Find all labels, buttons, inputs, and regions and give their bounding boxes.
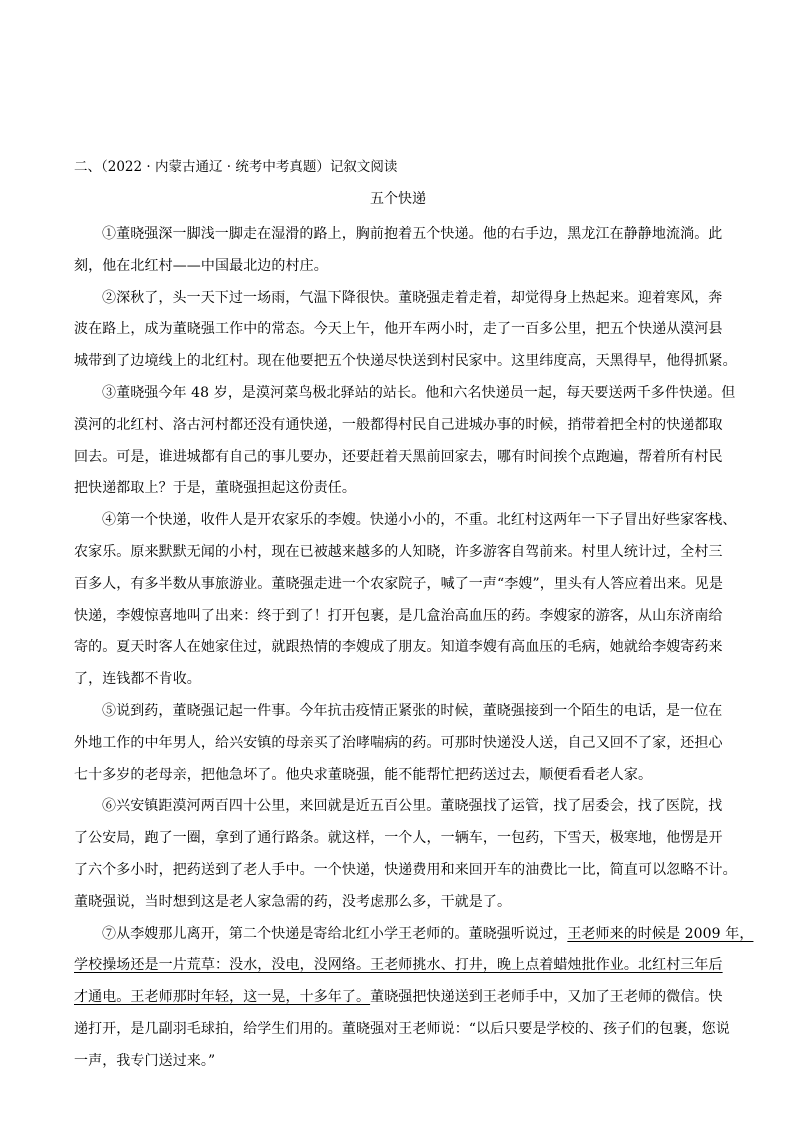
article-title: 五个快递	[370, 191, 426, 207]
paragraph-2	[74, 283, 737, 378]
paragraph-line: 了，连钱都不肯收。	[74, 671, 201, 688]
paragraph-7	[74, 919, 754, 1078]
paragraph-line: 了六个多小时，把药送到了老人手中。一个快递，快递费用和来回开车的油费比一比，简直可以忽略不计。	[74, 861, 737, 878]
paragraph-line: 漠河的北红村、洛古河村都还没有通快递，一般都得村民自己进城办事的时候，捎带着把全村的快递都取	[74, 416, 723, 433]
paragraph-line: ⑤说到药，董晓强记起一件事。今年抗击疫情正紧张的时候，董晓强接到一个陌生的电话，是一位在	[102, 702, 723, 719]
document-page	[74, 157, 754, 1078]
paragraph-line: 回去。可是，谁进城都有自己的事儿要办，还要赶着天黑前回家去，哪有时间挨个点跑遍，帮着所有村民	[74, 448, 723, 465]
paragraph-line: 董晓强说，当时想到这是老人家急需的药，没考虑那么多，干就是了。	[74, 893, 512, 910]
paragraph-line: 了公安局，跑了一圈，拿到了通行路条。就这样，一个人，一辆车，一包药，下雪天，极寒地，他愣是开	[74, 830, 723, 847]
paragraph-line: 波在路上，成为董晓强工作中的常态。今天上午，他开车两小时，走了一百多公里，把五个快递从漠河县	[74, 321, 723, 338]
paragraph-1	[74, 219, 722, 283]
paragraph-line: 快递，李嫂惊喜地叫了出来：终于到了！打开包裹，是几盒治高血压的药。李嫂家的游客，从山东济南给	[74, 607, 723, 624]
underlined-text: 学校操场还是一片荒草：没水，没电，没网络。王老师挑水、打井，晚上点着蜡烛批作业。北红村三年后	[74, 957, 723, 974]
paragraph-line: 城带到了边境线上的北红村。现在他要把五个快递尽快送到村民家中。这里纬度高，天黑得早，他得抓紧。	[74, 353, 737, 370]
paragraph-line: 把快递都取上？于是，董晓强担起这份责任。	[74, 480, 356, 497]
paragraph-line	[74, 950, 722, 982]
paragraph-4	[74, 505, 737, 696]
paragraph-5	[74, 696, 722, 791]
paragraph-line: ⑥兴安镇距漠河两百四十公里，来回就是近五百公里。董晓强找了运管，找了居委会，找了医院，找	[102, 798, 723, 815]
paragraph-line: ④第一个快递，收件人是开农家乐的李嫂。快递小小的，不重。北红村这两年一下子冒出好些家客栈、	[102, 512, 737, 529]
paragraph-line: 寄的。夏天时客人在她家住过，就跟热情的李嫂成了朋友。知道李嫂有高血压的毛病，她就给李嫂寄药来	[74, 639, 723, 656]
paragraph-line: 农家乐。原来默默无闻的小村，现在已被越来越多的人知晓，许多游客自驾前来。村里人统计过，全村三	[74, 543, 723, 560]
paragraph-line: ③董晓强今年 48 岁，是漠河菜鸟极北驿站的站长。他和六名快递员一起，每天要送两千多件快递。但	[102, 384, 736, 401]
paragraph-line: 外地工作的中年男人，给兴安镇的母亲买了治哮喘病的药。可那时快递没人送，自己又回不了家，还担心	[74, 734, 723, 751]
paragraph-line: 一声，我专门送过来。”	[74, 1052, 216, 1069]
paragraph-line: 递打开，是几副羽毛球拍，给学生们用的。董晓强对王老师说：“以后只要是学校的、孩子们的包裹，您说	[74, 1020, 730, 1037]
paragraph-line: ①董晓强深一脚浅一脚走在湿滑的路上，胸前抱着五个快递。他的右手边，黑龙江在静静地流淌。此	[102, 226, 723, 242]
paragraph-6	[74, 791, 737, 918]
paragraph-line: ②深秋了，头一天下过一场雨，气温下降很快。董晓强走着走着，却觉得身上热起来。迎着寒风，奔	[102, 289, 723, 306]
underlined-text: 才通电。王老师那时年轻，这一晃，十多年了。	[74, 989, 371, 1006]
paragraph-line: 才通电。王老师那时年轻，这一晃，十多年了。董晓强把快递送到王老师手中，又加了王老师的微信。快	[74, 989, 723, 1006]
paragraph-line: 七十多岁的老母亲，把他急坏了。他央求董晓强，能不能帮忙把药送过去，顺便看看老人家。	[74, 766, 653, 783]
section-heading: 二、（2022 · 内蒙古通辽 · 统考中考真题）记叙文阅读	[74, 159, 398, 175]
underlined-text: 王老师来的时候是 2009 年，	[567, 925, 754, 942]
paragraph-line: 百多人，有多半数从事旅游业。董晓强走进一个农家院子，喊了一声“李嫂”，里头有人答应着出来。见是	[74, 575, 724, 592]
paragraph-line: 刻，他在北红村——中国最北边的村庄。	[74, 257, 328, 274]
paragraph-3	[74, 378, 736, 505]
paragraph-line: ⑦从李嫂那儿离开，第二个快递是寄给北红小学王老师的。董晓强听说过，王老师来的时候是 2009 年，	[102, 925, 754, 942]
